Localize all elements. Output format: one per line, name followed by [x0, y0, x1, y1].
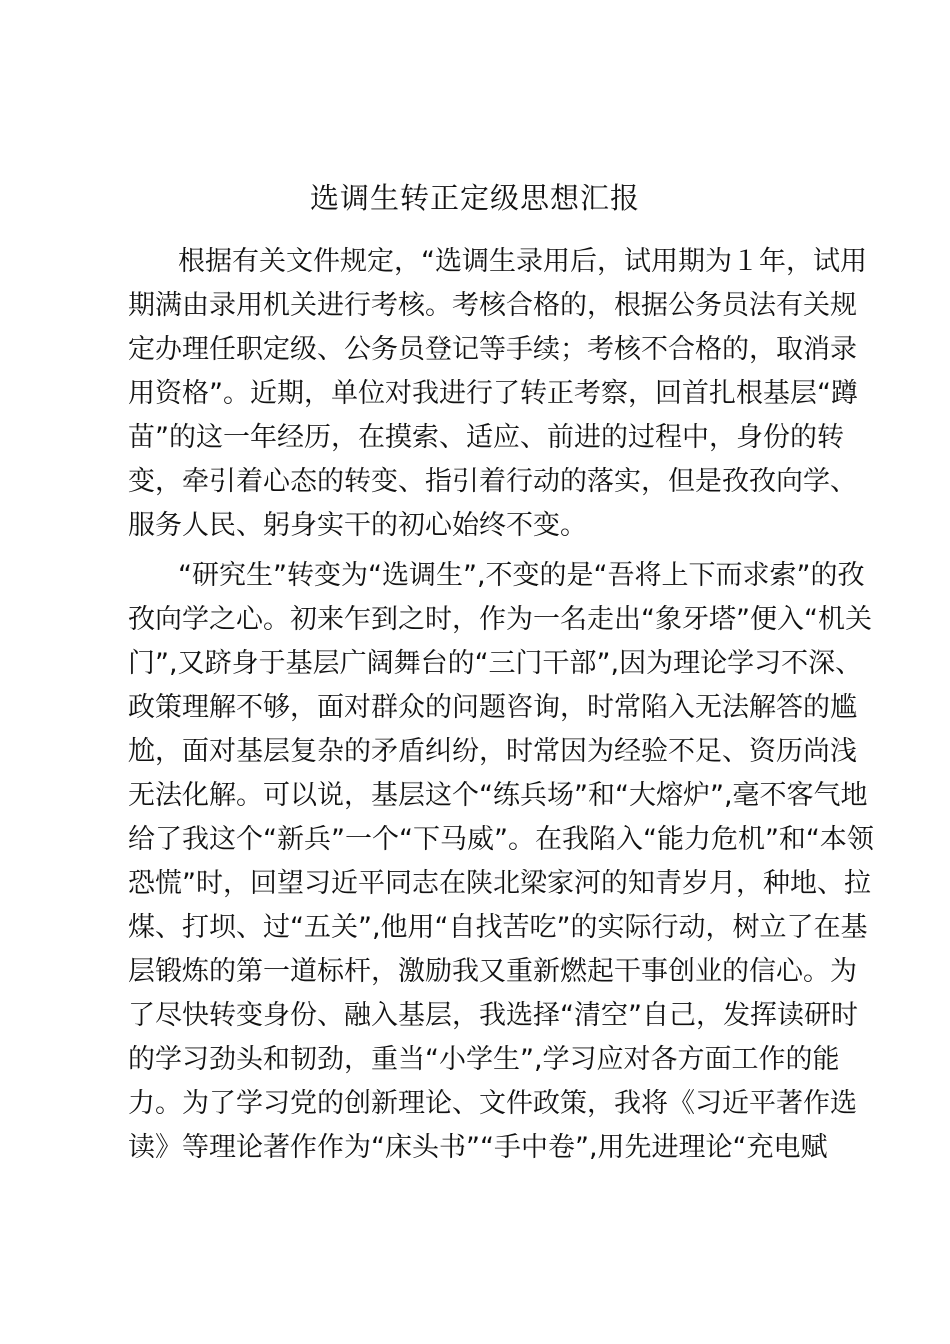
paragraph-2-line: 力。为了学习党的创新理论、文件政策，我将《习近平著作选: [128, 1088, 857, 1119]
paragraph-2-line: 无法化解。可以说，基层这个“练兵场”和“大熔炉”,毫不客气地: [128, 780, 868, 811]
paragraph-2-line: 读》等理论著作作为“床头书”“手中卷”,用先进理论“充电赋: [128, 1132, 828, 1163]
paragraph-2-line: 尬，面对基层复杂的矛盾纠纷，时常因为经验不足、资历尚浅: [128, 736, 857, 767]
paragraph-2-line: 给了我这个“新兵”一个“下马威”。在我陷入“能力危机”和“本领: [128, 824, 874, 855]
paragraph-2-line: 门”,又跻身于基层广阔舞台的“三门干部”,因为理论学习不深、: [128, 648, 863, 679]
paragraph-2-line: “研究生”转变为“选调生”,不变的是“吾将上下而求索”的孜: [178, 560, 865, 591]
document-title: 选调生转正定级思想汇报: [309, 181, 640, 215]
paragraph-2-line: 政策理解不够，面对群众的问题咨询，时常陷入无法解答的尴: [128, 692, 857, 723]
paragraph-1-line: 用资格”。近期，单位对我进行了转正考察，回首扎根基层“蹲: [128, 378, 858, 409]
paragraph-2-line: 恐慌”时，回望习近平同志在陕北梁家河的知青岁月，种地、拉: [128, 868, 871, 899]
paragraph-2-line: 了尽快转变身份、融入基层，我选择“清空”自己，发挥读研时: [128, 1000, 858, 1031]
paragraph-1-line: 苗”的这一年经历，在摸索、适应、前进的过程中，身份的转: [128, 422, 844, 453]
paragraph-2-line: 的学习劲头和韧劲，重当“小学生”,学习应对各方面工作的能: [128, 1044, 840, 1075]
paragraph-1-line: 定办理任职定级、公务员登记等手续；考核不合格的，取消录: [128, 334, 857, 365]
paragraph-1-line: 期满由录用机关进行考核。考核合格的，根据公务员法有关规: [128, 290, 857, 321]
paragraph-1-line: 服务人民、躬身实干的初心始终不变。: [128, 510, 587, 541]
paragraph-1-line: 变，牵引着心态的转变、指引着行动的落实，但是孜孜向学、: [128, 466, 857, 497]
paragraph-1-line: 根据有关文件规定，“选调生录用后，试用期为１年，试用: [178, 246, 867, 277]
paragraph-2-line: 孜向学之心。初来乍到之时，作为一名走出“象牙塔”便入“机关: [128, 604, 872, 635]
paragraph-2-line: 层锻炼的第一道标杆，激励我又重新燃起干事创业的信心。为: [128, 956, 857, 987]
paragraph-2-line: 煤、打坝、过“五关”,他用“自找苦吃”的实际行动，树立了在基: [128, 912, 868, 943]
